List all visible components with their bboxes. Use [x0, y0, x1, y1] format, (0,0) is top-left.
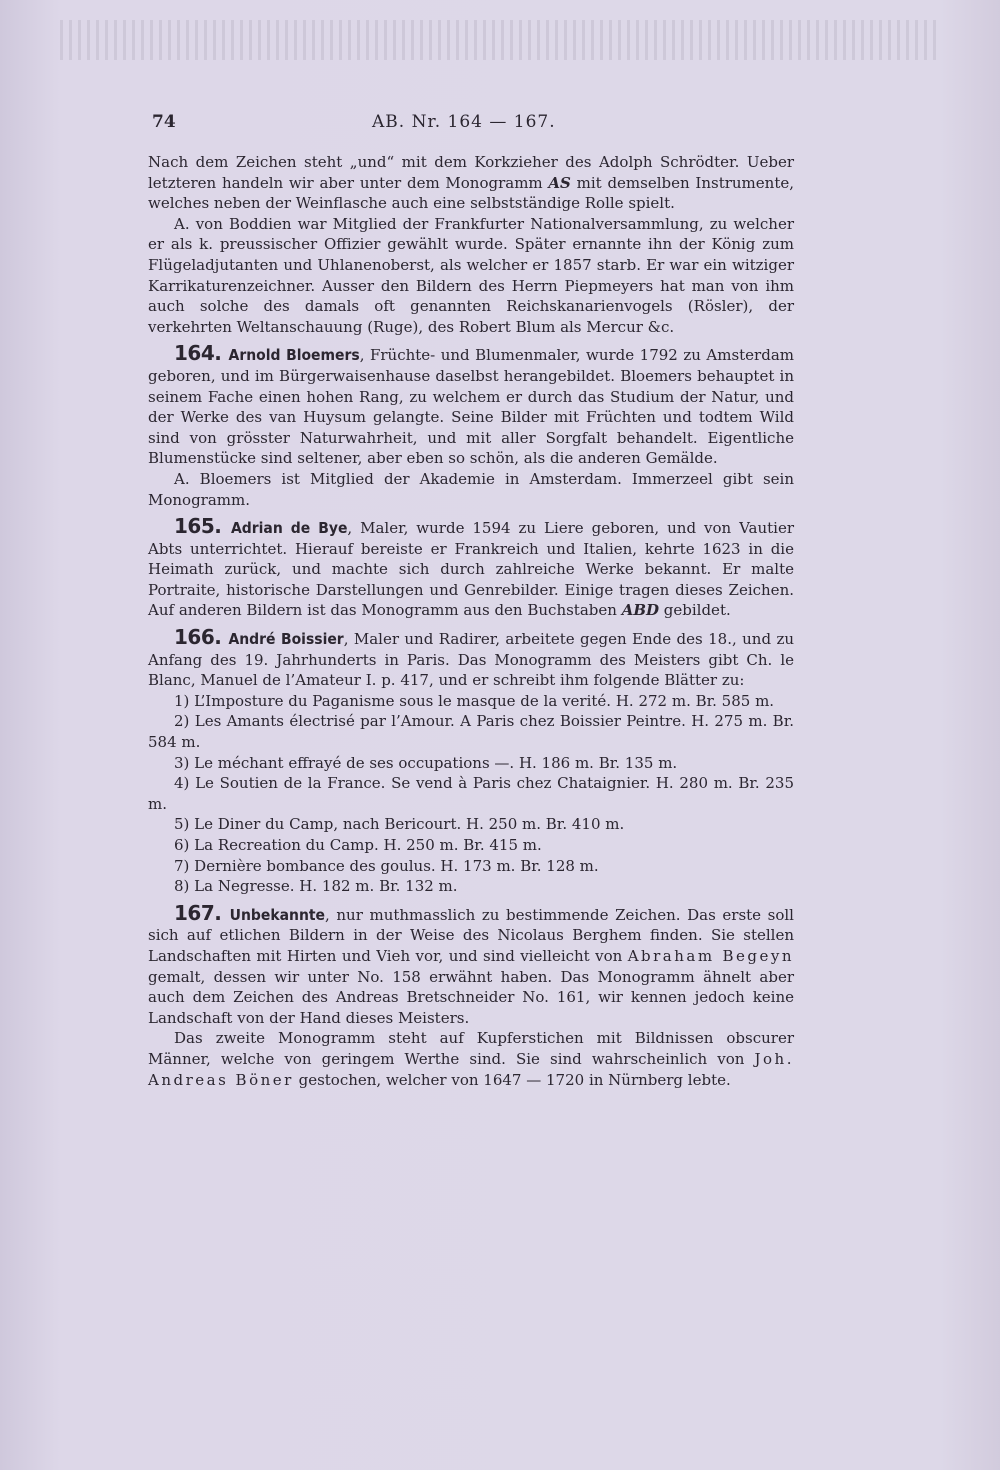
- entry-167: 167. Unbekannte, nur muthmasslich zu bestimmende Zeichen. Das erste soll sich auf etlichen Bildern in der Weise des Nicolaus Berghem finden. Sie stellen Landschaften mit Hirten und Vieh vor, und sind vielleicht von Abraham Begeyn gemalt, dessen wir unter No. 158 erwähnt haben. Das Monogramm ähnelt aber auch dem Zeichen des Andreas Bretschneider No. 161, wir kennen jedoch keine Landschaft von der Hand dieses Meisters.: [148, 900, 794, 1027]
- running-head: [152, 112, 792, 142]
- work-item: 6) La Recreation du Camp. H. 250 m. Br. 415 m.: [174, 836, 542, 854]
- work-item: 5) Le Diner du Camp, nach Bericourt. H. 250 m. Br. 410 m.: [174, 815, 625, 834]
- entry-number: 165: [174, 514, 215, 539]
- entry-number: 167: [174, 900, 215, 925]
- entry-number: 164: [174, 341, 215, 366]
- entry-name: André Boissier: [228, 630, 344, 649]
- entry-name: Adrian de Bye: [230, 519, 348, 538]
- intro-paragraph-2: A. von Boddien war Mitglied der Frankfurter Nationalversammlung, zu welcher er als k. preussischer Offizier gewählt wurde. Später ernannte ihn der König zum Flügeladjutanten und Uhlanenoberst, als welcher er 1857 starb. Er war ein witziger Karrikaturenzeichner. Ausser den Bildern des Herrn Piepmeyers hat man von ihm auch solche des damals oft genannten Reichskanarienvogels (Rösler), der verkehrten Weltanschauung (Ruge), des Robert Blum als Mercur &c.: [148, 214, 794, 336]
- entry-text: , Früchte- und Blumenmaler, wurde 1792 zu Amsterdam geboren, und im Bürgerwaisenhause daselbst herangebildet. Bloemers behauptet in seinem Fache einen hohen Rang, zu welchem er durch das Studium der Natur, und der Werke des van Huysum gelangte. Seine Bilder mit Früchten und todtem Wild sind von grösster Naturwahrheit, und mit aller Sorgfalt behandelt. Eigentliche Blumenstücke sind seltener, aber eben so schön, als die anderen Gemälde.: [148, 346, 794, 468]
- entry-text: , Maler, wurde 1594 zu Liere geboren, und von Vautier Abts unterrichtet. Hierauf bereiste er Frankreich und Italien, kehrte 1623 in die Heimath zurück, und machte sich durch zahlreiche Werke bekannt. Er malte Portraite, historische Darstellungen und Genrebilder. Einige tragen dieses Zeichen. Auf anderen Bildern ist das Monogramm aus den Buchstaben: [148, 519, 795, 620]
- entry-text: , nur muthmasslich zu bestimmende Zeichen. Das erste soll sich auf etlichen Bildern in der Weise des Nicolaus Berghem finden. Sie stellen Landschaften mit Hirten und Vieh vor, und sind vielleicht von: [148, 905, 794, 965]
- spaced-name: Joh. Andreas Böner: [148, 1049, 794, 1089]
- inline-monogram: ABD: [621, 601, 660, 620]
- entry-164: 164. Arnold Bloemers, Früchte- und Blumenmaler, wurde 1792 zu Amsterdam geboren, und im Bürgerwaisenhause daselbst herangebildet. Bloemers behauptet in seinem Fache einen hohen Rang, zu welchem er durch das Studium der Natur, und der Werke des van Huysum gelangte. Seine Bilder mit Früchten und todtem Wild sind von grösster Naturwahrheit, und mit aller Sorgfalt behandelt. Eigentliche Blumenstücke sind seltener, aber eben so schön, als die anderen Gemälde.: [148, 341, 794, 468]
- entry-text: , Maler und Radirer, arbeitete gegen Ende des 18., und zu Anfang des 19. Jahrhunderts in Paris. Das Monogramm des Meisters gibt Ch. le Blanc, Manuel de l’Amateur I. p. 417, und er schreibt ihm folgende Blätter zu:: [148, 630, 795, 690]
- bleed-through-text: [60, 20, 940, 60]
- entry-164-note: A. Bloemers ist Mitglied der Akademie in Amsterdam. Immerzeel gibt sein Monogramm.: [148, 469, 794, 509]
- work-item: 4) Le Soutien de la France. Se vend à Paris chez Chataignier. H. 280 m. Br. 235 m.: [148, 774, 794, 813]
- entry-text: Das zweite Monogramm steht auf Kupferstichen mit Bildnissen obscurer Männer, welche von geringem Werthe sind. Sie sind wahrscheinlich von: [148, 1029, 794, 1068]
- spaced-name: Abraham Begeyn: [627, 946, 794, 965]
- work-item: 7) Dernière bombance des goulus. H. 173 m. Br. 128 m.: [174, 856, 599, 875]
- text-column: [148, 152, 794, 1090]
- entry-165: 165. Adrian de Bye, Maler, wurde 1594 zu Liere geboren, und von Vautier Abts unterrichtet. Hierauf bereiste er Frankreich und Italien, kehrte 1623 in die Heimath zurück, und machte sich durch zahlreiche Werke bekannt. Er malte Portraite, historische Darstellungen und Genrebilder. Einige tragen dieses Zeichen. Auf anderen Bildern ist das Monogramm aus den Buchstaben ABD gebildet.: [148, 514, 795, 620]
- work-item: 2) Les Amants électrisé par l’Amour. A Paris chez Boissier Peintre. H. 275 m. Br. 584 m.: [148, 712, 794, 752]
- entry-text-cont: gemalt, dessen wir unter No. 158 erwähnt haben. Das Monogramm ähnelt aber auch dem Zeichen des Andreas Bretschneider No. 161, wir kennen jedoch keine Landschaft von der Hand dieses Meisters.: [148, 967, 794, 1027]
- work-item: 3) Le méchant effrayé de ses occupations —. H. 186 m. Br. 135 m.: [174, 753, 678, 772]
- intro-text-cont: mit demselben Instrumente, welches neben der Weinflasche auch eine selbstständige Rolle spielt.: [148, 173, 794, 213]
- entry-name: Arnold Bloemers: [228, 346, 360, 365]
- entry-text-cont: gestochen, welcher von 1647 — 1720 in Nürnberg lebte.: [293, 1070, 731, 1089]
- entry-number: 166: [174, 625, 215, 650]
- entry-167-note: [148, 1028, 794, 1090]
- page-number: 74: [152, 112, 176, 132]
- running-head-title: AB. Nr. 164 — 167.: [372, 112, 556, 132]
- entry-text-cont: gebildet.: [659, 601, 731, 620]
- entry-name: Unbekannte: [229, 905, 326, 924]
- entry-166: 166. André Boissier, Maler und Radirer, arbeitete gegen Ende des 18., und zu Anfang des 19. Jahrhunderts in Paris. Das Monogramm des Meisters gibt Ch. le Blanc, Manuel de l’Amateur I. p. 417, und er schreibt ihm folgende Blätter zu:: [148, 625, 795, 690]
- inline-monogram: AS: [548, 173, 571, 192]
- intro-paragraph-1: [148, 152, 794, 214]
- work-item: 1) L’Imposture du Paganisme sous le masque de la verité. H. 272 m. Br. 585 m.: [174, 691, 775, 710]
- work-item: 8) La Negresse. H. 182 m. Br. 132 m.: [174, 877, 458, 896]
- intro-text: Nach dem Zeichen steht „und“ mit dem Korkzieher des Adolph Schrödter. Ueber letzteren handeln wir aber unter dem Monogramm: [148, 153, 794, 192]
